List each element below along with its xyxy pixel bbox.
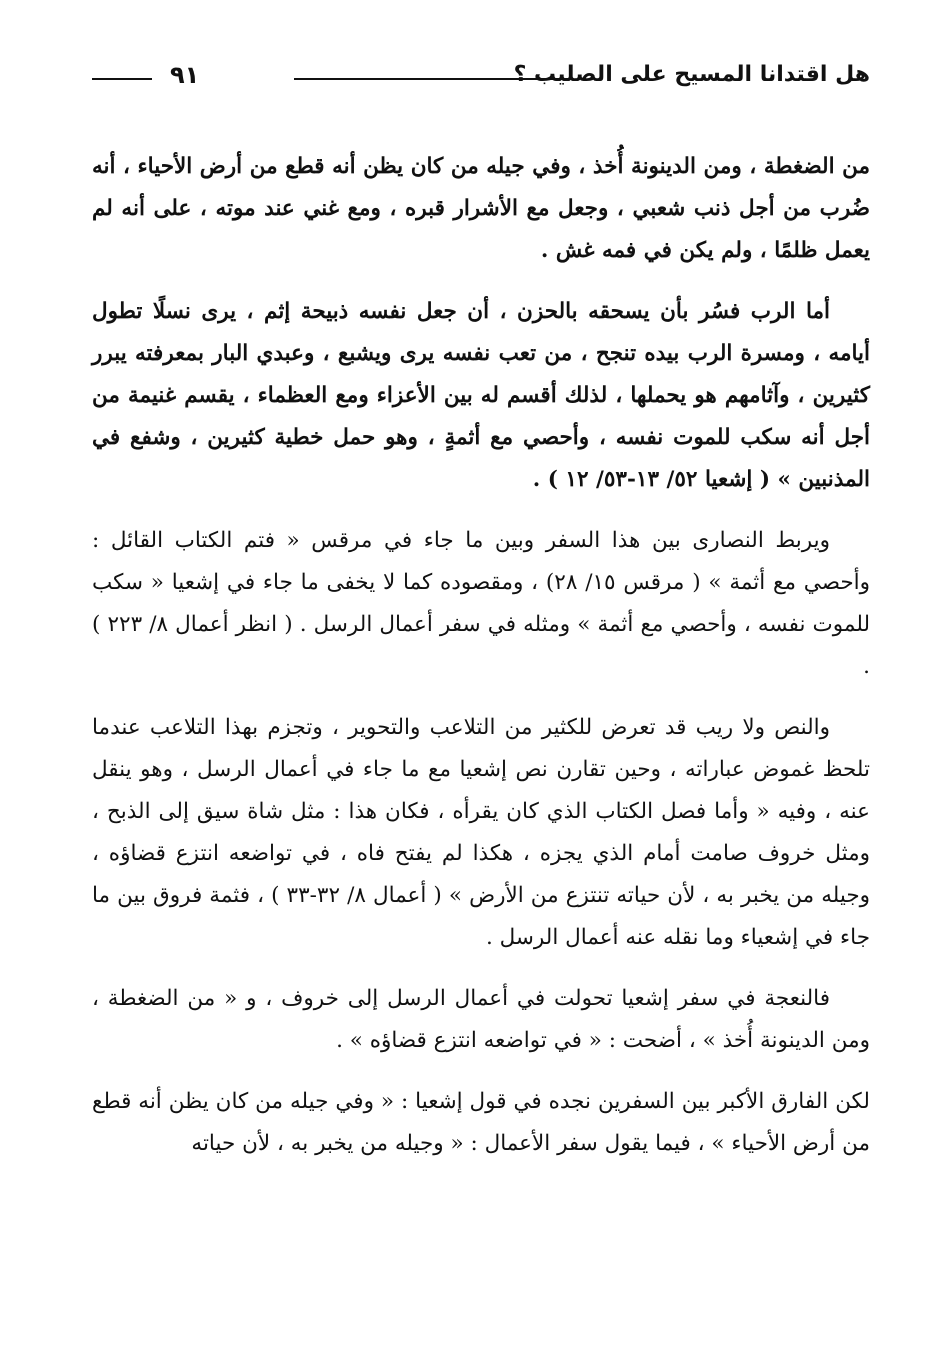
paragraph-6: لكن الفارق الأكبر بين السفرين نجده في قول إشعيا : « وفي جيله من كان يظن أنه قطع من أرض الأحياء » ، فيما يقول سفر الأعمال : « وجيله من يخبر به ، لأن حياته [92, 1089, 870, 1156]
header-rule [294, 78, 570, 80]
paragraph-3: ويربط النصارى بين هذا السفر وبين ما جاء في مرقس « فتم الكتاب القائل : وأحصي مع أثمة » ( مرقس ١٥/ ٢٨) ، ومقصوده كما لا يخفى ما جاء في إشعيا « سكب للموت نفسه ، وأحصي مع أثمة » ومثله في سفر أعمال الرسل . ( انظر أعمال ٨/ ٢٢٣ ) . [92, 528, 871, 679]
page-number: ٩١ [170, 61, 200, 89]
paragraph-4: والنص ولا ريب قد تعرض للكثير من التلاعب والتحوير ، وتجزم بهذا التلاعب عندما تلحظ غموض عباراته ، وحين تقارن نص إشعيا مع ما جاء في أعمال الرسل ، وهو ينقل عنه ، وفيه « وأما فصل الكتاب الذي كان يقرأه ، فكان هذا : مثل شاة سيق إلى الذبح ، ومثل خروف صامت أمام الذي يجزه ، هكذا لم يفتح فاه ، في تواضعه انتزع قضاؤه ، وجيله من يخبر به ، لأن حياته تنتزع من الأرض » ( أعمال ٨/ ٣٢-٣٣ ) ، فثمة فروق بين ما جاء في إشعياء وما نقله عنه أعمال الرسل . [92, 715, 871, 950]
page-header [92, 58, 870, 98]
paragraph-1: من الضغطة ، ومن الدينونة أُخذ ، وفي جيله من كان يظن أنه قطع من أرض الأحياء ، أنه ضُرب من أجل ذنب شعبي ، وجعل مع الأشرار قبره ، ومع غني عند موته ، على أنه لم يعمل ظلمًا ، ولم يكن في فمه غش . [92, 154, 870, 263]
header-rule-short [92, 78, 152, 80]
running-title: هل اقتدانا المسيح على الصليب ؟ [513, 62, 870, 87]
paragraph-2: أما الرب فسُر بأن يسحقه بالحزن ، أن جعل نفسه ذبيحة إثم ، يرى نسلًا تطول أيامه ، ومسرة الرب بيده تنجح ، من تعب نفسه يرى ويشبع ، وعبدي البار بمعرفته يبرر كثيرين ، وآثامهم هو يحملها ، لذلك أقسم له بين الأعزاء ومع العظماء ، يقسم غنيمة من أجل أنه سكب للموت نفسه ، وأحصي مع أثمةٍ ، وهو حمل خطية كثيرين ، وشفع في المذنبين » ( إشعيا ٥٢/ ١٣-٥٣/ ١٢ ) . [92, 299, 870, 492]
paragraph-5: فالنعجة في سفر إشعيا تحولت في أعمال الرسل إلى خروف ، و « من الضغطة ، ومن الدينونة أُخذ » ، أضحت : « في تواضعه انتزع قضاؤه » . [92, 986, 870, 1053]
body-text [92, 146, 870, 1184]
